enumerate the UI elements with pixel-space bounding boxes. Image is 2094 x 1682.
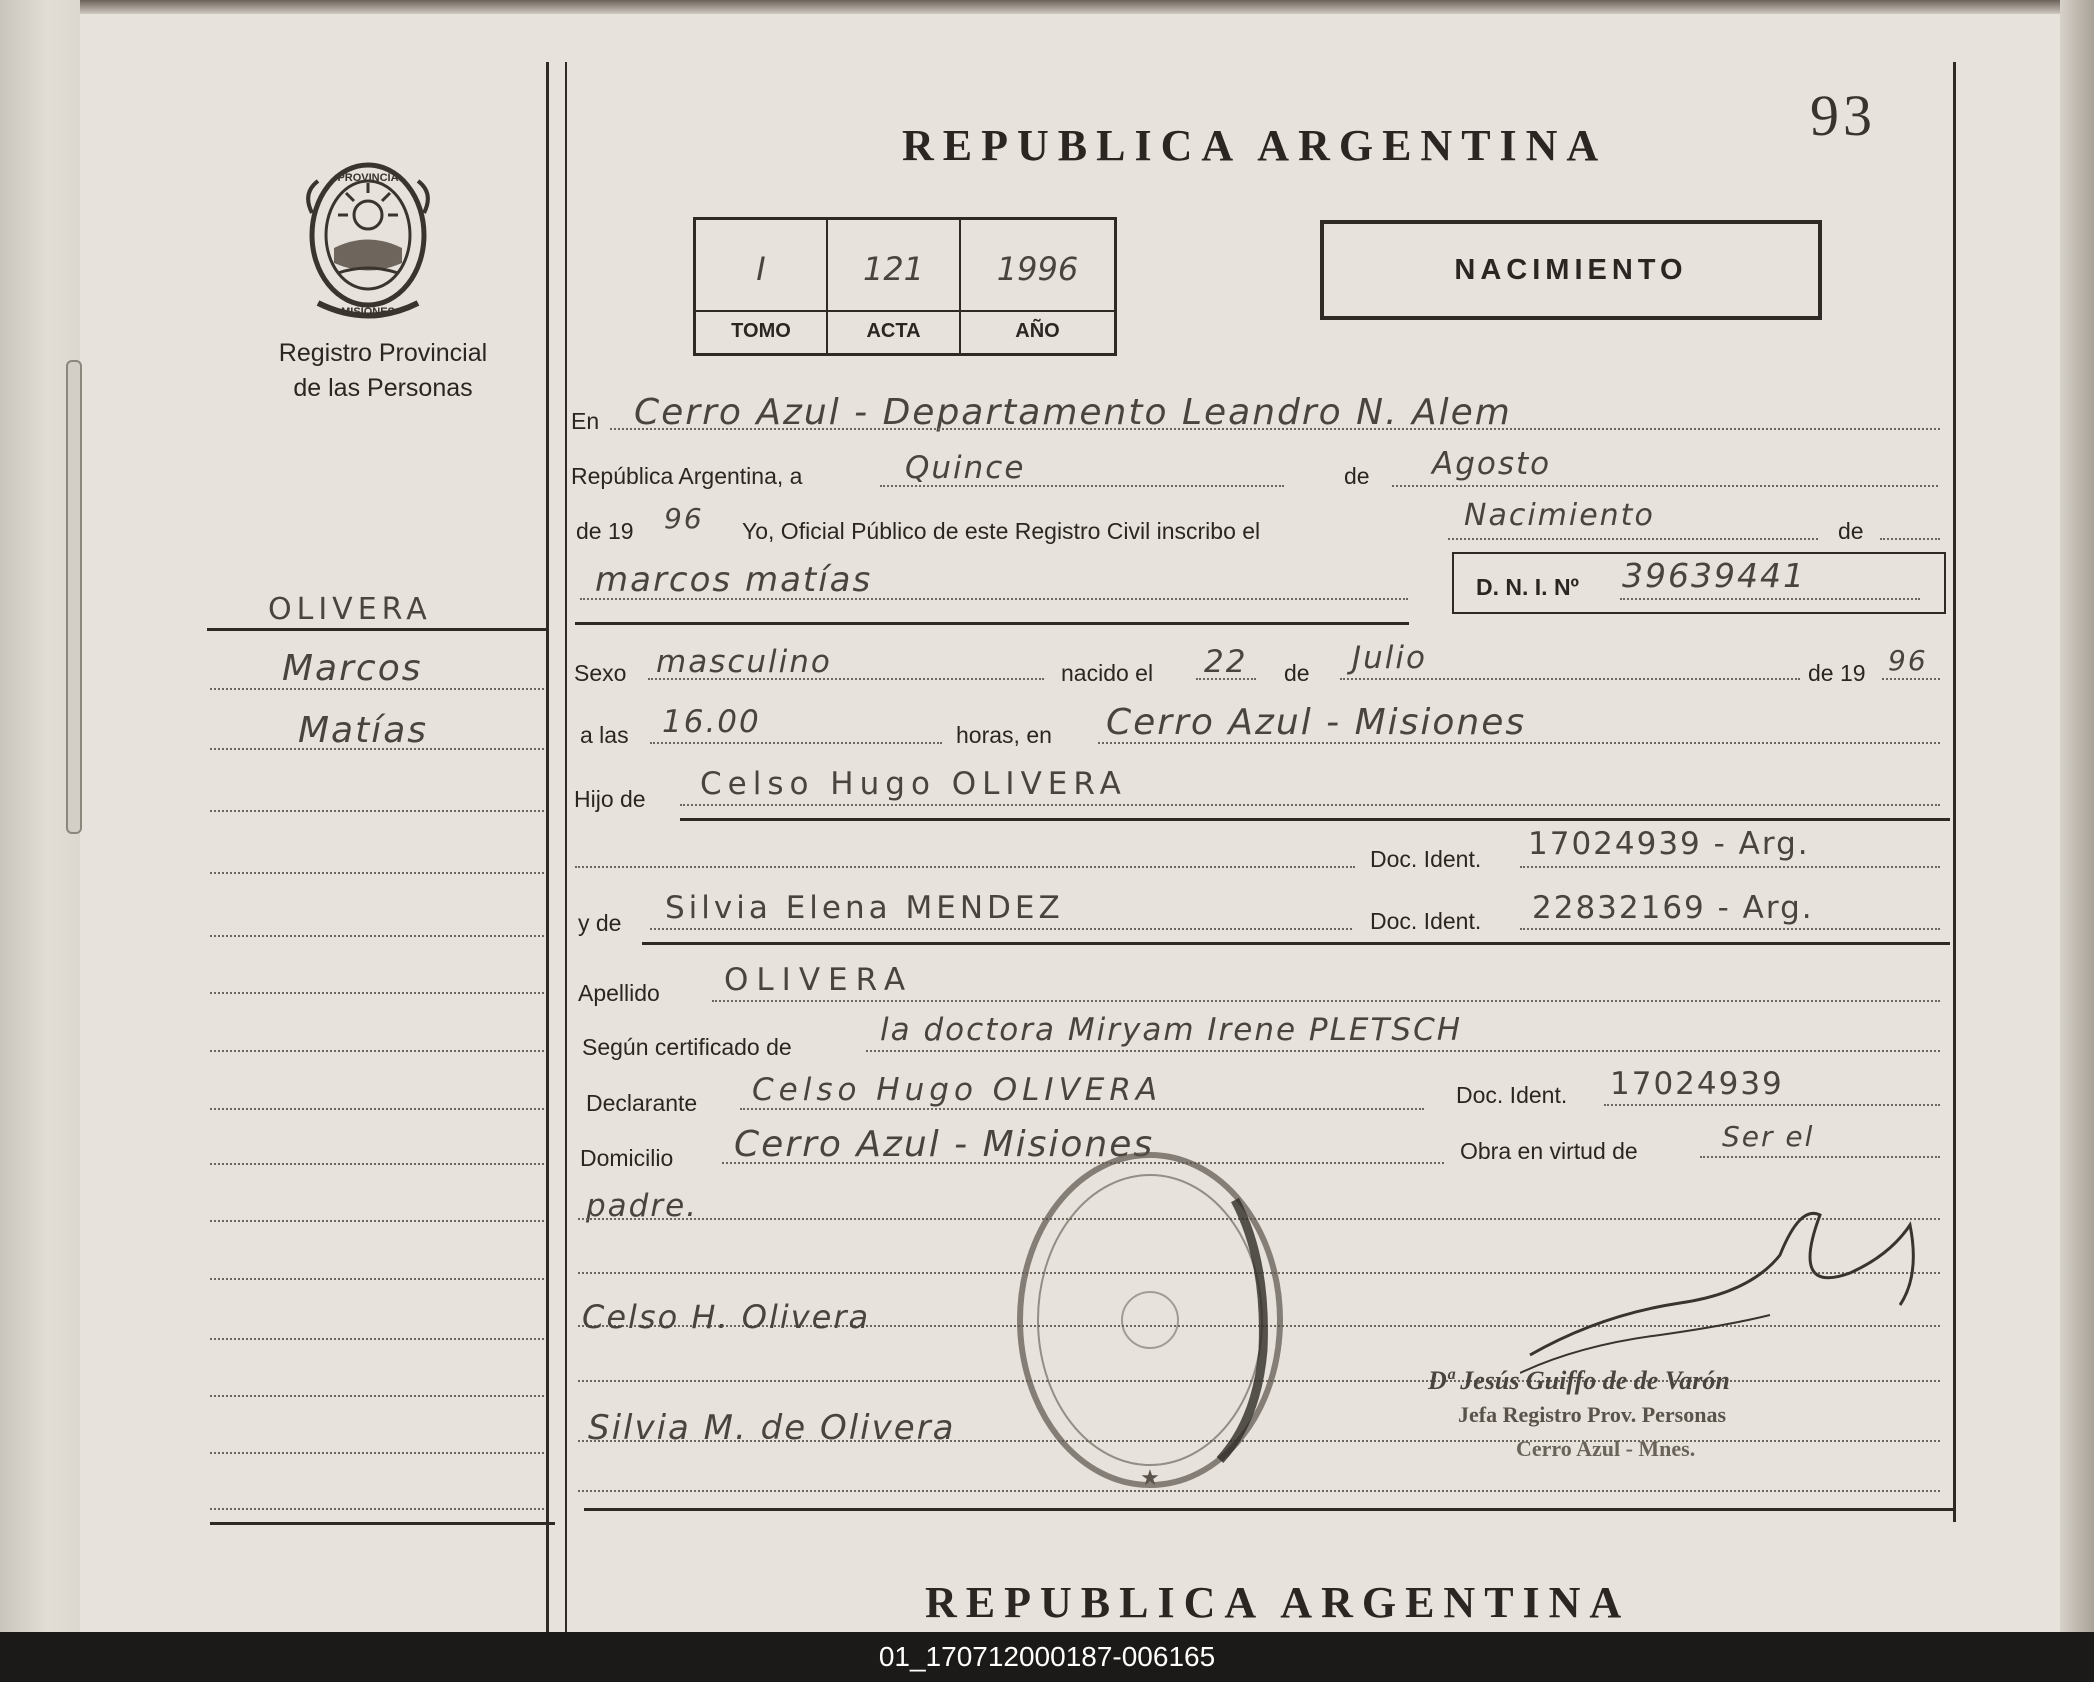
form-line <box>1882 678 1940 680</box>
next-page-title: REPUBLICA ARGENTINA <box>925 1578 1631 1627</box>
margin-line <box>210 872 544 874</box>
official-role: Jefa Registro Prov. Personas <box>1458 1402 1727 1427</box>
form-line <box>1098 742 1940 744</box>
record-box <box>693 217 1117 356</box>
column-divider-inner <box>565 62 567 1632</box>
registry-line-2: de las Personas <box>293 374 473 402</box>
svg-text:MISIONES: MISIONES <box>341 306 395 318</box>
label-hijo-de: Hijo de <box>574 786 646 812</box>
dni-value: 39639441 <box>1622 556 1806 595</box>
margin-line <box>210 935 544 937</box>
label-de-3: de <box>1284 660 1310 686</box>
tomo-label: TOMO <box>731 320 791 342</box>
label-oficial: Yo, Oficial Público de este Registro Civil inscribo el <box>742 518 1261 544</box>
margin-line <box>210 1338 544 1340</box>
label-de-19: de 19 <box>576 518 634 544</box>
form-line <box>610 428 1940 430</box>
address-value: Cerro Azul - Misiones <box>734 1124 1155 1165</box>
page-title: REPUBLICA ARGENTINA <box>902 121 1608 170</box>
form-line <box>1520 866 1940 868</box>
margin-line <box>210 748 544 750</box>
section-rule <box>642 942 1950 945</box>
margin-line <box>210 1163 544 1165</box>
official-seal-icon <box>1005 1140 1295 1500</box>
margin-surname: OLIVERA <box>268 592 432 627</box>
label-declarante: Declarante <box>586 1090 698 1116</box>
form-line <box>1620 598 1920 600</box>
label-de: de <box>1344 463 1370 489</box>
margin-line <box>210 1220 544 1222</box>
record-type-box: NACIMIENTO <box>1320 220 1822 320</box>
province-crest-icon <box>298 153 438 323</box>
record-year: 96 <box>664 502 704 535</box>
margin-line <box>210 992 544 994</box>
section-rule <box>575 622 1409 625</box>
section-rule <box>680 818 1950 821</box>
birth-year: 96 <box>1888 644 1928 677</box>
birth-time: 16.00 <box>662 704 761 740</box>
label-republica: República Argentina, a <box>571 463 803 489</box>
certifier-value: la doctora Miryam Irene PLETSCH <box>880 1012 1463 1048</box>
margin-rule <box>207 628 547 631</box>
surname-value: OLIVERA <box>724 962 914 998</box>
registry-name <box>250 336 516 406</box>
svg-text:PROVINCIA: PROVINCIA <box>337 172 399 184</box>
form-line <box>650 928 1352 930</box>
acta-value: 121 <box>862 250 925 288</box>
father-name: Celso Hugo OLIVERA <box>700 766 1127 802</box>
label-de-19-2: de 19 <box>1808 660 1866 686</box>
label-doc-ident-mother: Doc. Ident. <box>1370 908 1482 934</box>
form-line <box>1448 538 1818 540</box>
margin-line <box>210 1278 544 1280</box>
record-month: Agosto <box>1432 446 1552 482</box>
birth-day: 22 <box>1204 644 1248 680</box>
sex-value: masculino <box>656 644 832 680</box>
margin-name-1: Marcos <box>282 648 423 689</box>
margin-line <box>210 1395 544 1397</box>
capacity-continued: padre. <box>586 1188 699 1224</box>
form-line <box>866 1050 1940 1052</box>
record-event: Nacimiento <box>1464 498 1655 533</box>
form-bottom-rule <box>584 1508 1954 1511</box>
birth-month: Julio <box>1352 640 1427 676</box>
place-of-record: Cerro Azul - Departamento Leandro N. Alem <box>634 392 1512 433</box>
form-line <box>712 1000 1940 1002</box>
label-y-de: y de <box>578 910 622 936</box>
form-line <box>648 678 1044 680</box>
acta-cell <box>828 220 961 353</box>
margin-line <box>210 688 544 690</box>
form-line <box>580 598 1408 600</box>
label-en: En <box>571 408 600 434</box>
label-segun: Según certificado de <box>582 1034 792 1060</box>
label-domicilio: Domicilio <box>580 1145 674 1171</box>
mother-name: Silvia Elena MENDEZ <box>665 890 1064 926</box>
label-horas-en: horas, en <box>956 722 1052 748</box>
label-de-2: de <box>1838 518 1864 544</box>
label-sexo: Sexo <box>574 660 627 686</box>
label-a-las: a las <box>580 722 629 748</box>
form-line <box>1700 1156 1940 1158</box>
margin-line <box>210 1508 544 1510</box>
margin-line <box>210 1050 544 1052</box>
right-border <box>1953 62 1956 1522</box>
declarant-value: Celso Hugo OLIVERA <box>752 1072 1163 1108</box>
form-line <box>680 804 1940 806</box>
form-line <box>650 742 942 744</box>
label-apellido: Apellido <box>578 980 660 1006</box>
official-signature-icon <box>1520 1185 1940 1385</box>
margin-name-2: Matías <box>298 710 429 751</box>
image-caption: 01_170712000187-006165 <box>878 1641 1216 1672</box>
svg-text:★: ★ <box>1140 1465 1160 1490</box>
label-doc-ident-father: Doc. Ident. <box>1370 846 1482 872</box>
tomo-value: I <box>756 250 766 288</box>
capacity-value: Ser el <box>1722 1120 1815 1153</box>
margin-line <box>210 1452 544 1454</box>
acta-label: ACTA <box>866 320 921 342</box>
form-line <box>1604 1104 1940 1106</box>
form-line <box>1392 485 1938 487</box>
dni-label: D. N. I. Nº <box>1476 574 1579 600</box>
page-number: 93 <box>1810 83 1876 148</box>
declarant-doc: 17024939 <box>1610 1066 1784 1102</box>
margin-line <box>210 1108 544 1110</box>
anio-label: AÑO <box>1015 320 1060 342</box>
mother-signature: Silvia M. de Olivera <box>588 1408 956 1448</box>
page-right-edge <box>2060 0 2094 1632</box>
father-signature: Celso H. Olivera <box>582 1298 871 1336</box>
child-name: marcos matías <box>595 560 873 600</box>
official-place: Cerro Azul - Mnes. <box>1516 1436 1696 1461</box>
form-line <box>1196 678 1256 680</box>
label-nacido: nacido el <box>1061 660 1154 686</box>
record-day: Quince <box>905 450 1026 486</box>
registry-line-1: Registro Provincial <box>278 339 488 367</box>
column-divider <box>546 62 549 1632</box>
anio-cell <box>961 220 1114 353</box>
birth-place: Cerro Azul - Misiones <box>1106 702 1527 743</box>
margin-line <box>210 810 544 812</box>
father-doc: 17024939 - Arg. <box>1528 826 1810 862</box>
tomo-cell <box>696 220 828 353</box>
form-line <box>575 866 1355 868</box>
margin-bottom-rule <box>210 1522 555 1525</box>
form-line <box>880 485 1284 487</box>
form-line <box>1340 678 1800 680</box>
form-line <box>1880 538 1940 540</box>
form-line <box>1520 928 1940 930</box>
official-name: Dª Jesús Guiffo de de Varón <box>1428 1366 1730 1395</box>
page-top-shadow <box>0 0 2094 14</box>
binding-strip <box>66 360 82 834</box>
label-doc-ident-declarant: Doc. Ident. <box>1456 1082 1568 1108</box>
mother-doc: 22832169 - Arg. <box>1532 890 1814 926</box>
label-obra: Obra en virtud de <box>1460 1138 1638 1164</box>
form-line <box>740 1108 1424 1110</box>
anio-value: 1996 <box>996 250 1079 288</box>
